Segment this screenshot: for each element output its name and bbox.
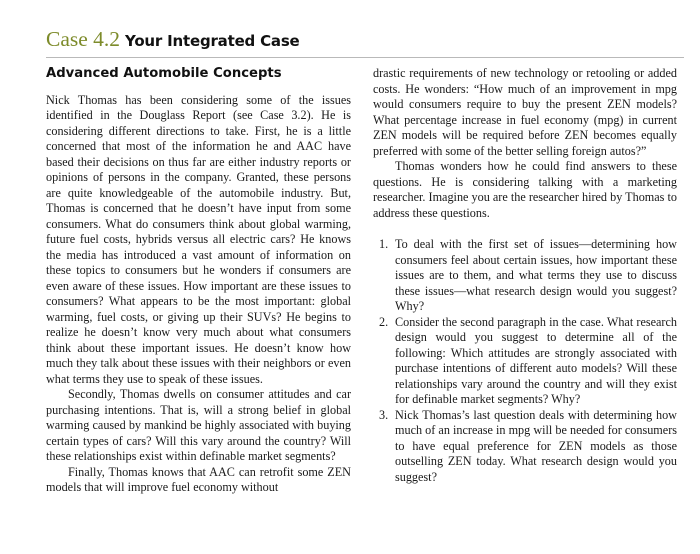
- case-number: Case 4.2: [46, 27, 121, 51]
- case-title: Your Integrated Case: [125, 32, 300, 50]
- paragraph-3-start: Finally, Thomas knows that AAC can retrofit some ZEN models that will improve fuel economy without: [46, 464, 351, 494]
- question-item: [373, 237, 677, 315]
- paragraph-4: Thomas wonders how he could find answers to these questions. He is considering talking with a marketing researcher. Imagine you are the researcher hired by Thomas to address these questions.: [373, 159, 677, 220]
- case-header: [46, 27, 684, 58]
- paragraph-1: Nick Thomas has been considering some of the issues identified in the Douglass Report (see Case 3.2). He is considering different directions to take. First, he is a little concerned that most of the information he and AAC have based their decisions on thus far are either industry reports or opinions of persons in the company. Granted, these persons are quite knowledgeable of the automobile industry. But, Thomas is concerned that he doesn’t have input from some consumers. What do consumers think about global warming, future fuel costs, hybrids versus all electric cars? He knows the media has introduced a vast amount of information on these topics to consumers but he wonders if consumers are even aware of these issues. How important are these issues to consumers? What appears to be the most important: global warming, fuel costs, or giving up their SUVs? He begins to realize he doesn’t know very much about what consumers think about these important issues. He doesn’t know how much they talk about these issues with their neighbors or even what terms they use to speak of these issues.: [46, 92, 351, 386]
- section-heading: Advanced Automobile Concepts: [46, 66, 282, 81]
- question-text: Nick Thomas’s last question deals with determining how much of an increase in mpg will be needed for consumers to have equal preference for ZEN models as those outselling ZEN today. What research design would you suggest?: [395, 407, 677, 484]
- question-text: Consider the second paragraph in the case. What research design would you suggest to determine all of the following: Which attitudes are strongly associated with purchase intentions of different auto models? Will these relationships vary around the country and will they exist for definable market segments? Why?: [395, 314, 677, 406]
- right-column: [373, 66, 677, 485]
- question-number: 2.: [379, 314, 389, 329]
- paragraph-2: Secondly, Thomas dwells on consumer attitudes and car purchasing intentions. That is, will a strong belief in global warming caused by mankind be highly associated with buying certain types of cars? Will this vary around the country? Will these relationships exist within definable market segments?: [46, 387, 351, 463]
- question-item: [373, 315, 677, 408]
- question-number: 3.: [379, 407, 389, 422]
- question-item: [373, 408, 677, 486]
- question-number: 1.: [379, 237, 389, 251]
- paragraph-3-end: drastic requirements of new technology or retooling or added costs. He wonders: “How much of an improvement in mpg would consumers require to buy the present ZEN models? What percentage increase in fuel economy (mpg) in current ZEN models will be required before ZEN becomes equally preferred with some of the better selling foreign autos?”: [373, 66, 677, 158]
- left-column: [46, 62, 351, 496]
- question-list: [373, 237, 677, 485]
- question-text: To deal with the first set of issues—determining how consumers feel about certain issues, how important these issues are to them, and what terms they use to discuss these issues—what research design would you suggest? Why?: [395, 237, 677, 313]
